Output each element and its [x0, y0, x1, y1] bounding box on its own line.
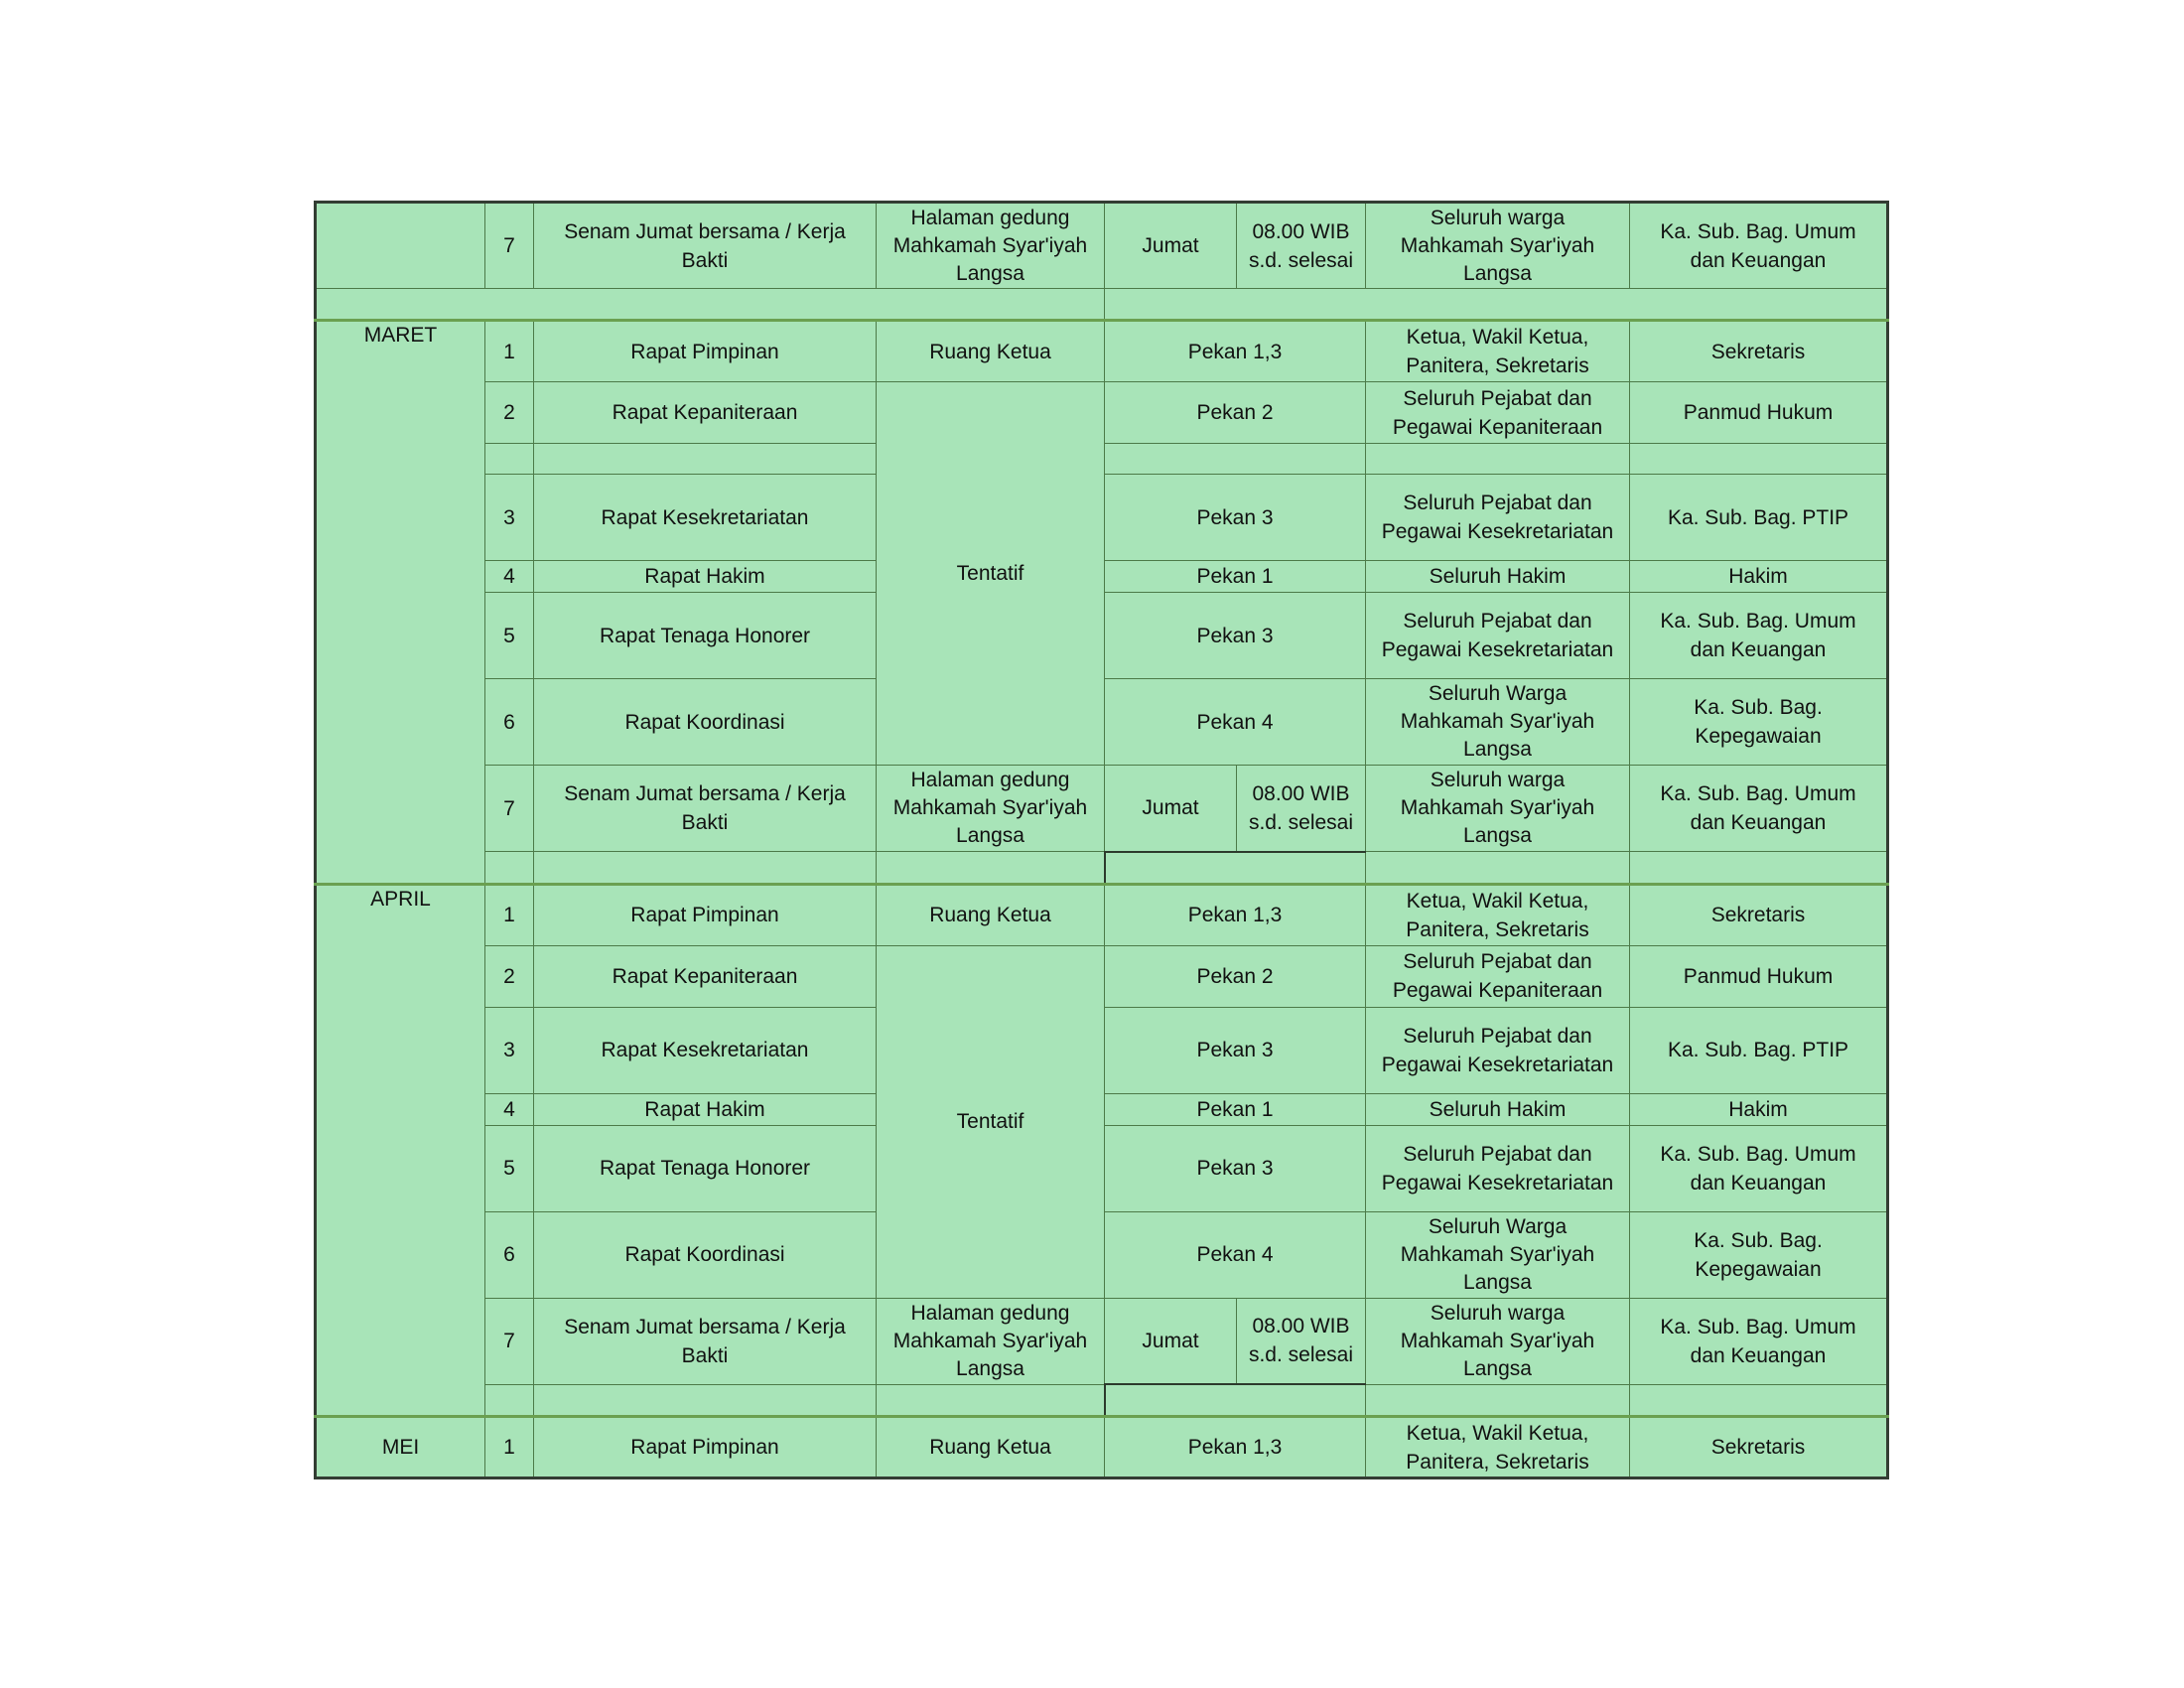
time-cell: Pekan 4: [1105, 679, 1366, 766]
time-cell: 08.00 WIB s.d. selesai: [1237, 203, 1366, 289]
time-cell: Pekan 1,3: [1105, 884, 1366, 945]
table-row: [316, 884, 1888, 945]
participants-cell: Seluruh Pejabat dan Pegawai Kepaniteraan: [1366, 945, 1630, 1007]
pic-cell: Panmud Hukum: [1630, 382, 1888, 444]
month-cell: [316, 203, 485, 289]
place-cell: Halaman gedung Mahkamah Syar'iyah Langsa: [877, 203, 1105, 289]
month-label-april: APRIL: [316, 884, 485, 1417]
table-row: [316, 945, 1888, 1007]
participants-cell: Seluruh Pejabat dan Pegawai Kepaniteraan: [1366, 382, 1630, 444]
pic-cell: Hakim: [1630, 1093, 1888, 1125]
row-number: 3: [485, 475, 534, 561]
row-number: 2: [485, 382, 534, 444]
activity-cell: Rapat Kesekretariatan: [534, 1007, 877, 1093]
pic-cell: Ka. Sub. Bag. Umum dan Keuangan: [1630, 1125, 1888, 1211]
time-cell: Pekan 1: [1105, 1093, 1366, 1125]
month-label-maret: MARET: [316, 321, 485, 885]
activity-cell: Rapat Pimpinan: [534, 1417, 877, 1478]
activity-cell: Rapat Kepaniteraan: [534, 945, 877, 1007]
pic-cell: Ka. Sub. Bag. Umum dan Keuangan: [1630, 1298, 1888, 1384]
place-merged-cell: Tentatif: [877, 945, 1105, 1298]
row-number: 1: [485, 1417, 534, 1478]
place-cell: Ruang Ketua: [877, 1417, 1105, 1478]
activity-cell: Rapat Koordinasi: [534, 679, 877, 766]
month-label-mei: MEI: [316, 1417, 485, 1478]
pic-cell: Ka. Sub. Bag. Umum dan Keuangan: [1630, 593, 1888, 679]
activity-cell: Senam Jumat bersama / Kerja Bakti: [534, 203, 877, 289]
table-row: [316, 382, 1888, 444]
table-row: [316, 1417, 1888, 1478]
row-number: 7: [485, 766, 534, 852]
row-number: 2: [485, 945, 534, 1007]
table-row: [316, 766, 1888, 852]
table-row: [316, 321, 1888, 382]
participants-cell: Seluruh Hakim: [1366, 1093, 1630, 1125]
time-cell: Pekan 1,3: [1105, 321, 1366, 382]
participants-cell: Ketua, Wakil Ketua, Panitera, Sekretaris: [1366, 884, 1630, 945]
place-cell: Ruang Ketua: [877, 884, 1105, 945]
table-row: [316, 203, 1888, 289]
participants-cell: Seluruh Hakim: [1366, 561, 1630, 593]
time-cell: Pekan 3: [1105, 593, 1366, 679]
activity-cell: Senam Jumat bersama / Kerja Bakti: [534, 766, 877, 852]
activity-cell: Rapat Hakim: [534, 1093, 877, 1125]
time-cell: Pekan 3: [1105, 475, 1366, 561]
participants-cell: Seluruh warga Mahkamah Syar'iyah Langsa: [1366, 1298, 1630, 1384]
participants-cell: Seluruh Pejabat dan Pegawai Kesekretariatan: [1366, 1125, 1630, 1211]
row-number: 6: [485, 679, 534, 766]
pic-cell: Ka. Sub. Bag. Kepegawaian: [1630, 679, 1888, 766]
activity-cell: Rapat Pimpinan: [534, 321, 877, 382]
time-cell: 08.00 WIB s.d. selesai: [1237, 766, 1366, 852]
day-cell: Jumat: [1105, 1298, 1237, 1384]
day-cell: Jumat: [1105, 766, 1237, 852]
place-merged-cell: Tentatif: [877, 382, 1105, 766]
schedule-table: [314, 201, 1889, 1479]
time-cell: Pekan 4: [1105, 1211, 1366, 1298]
participants-cell: Seluruh Pejabat dan Pegawai Kesekretariatan: [1366, 475, 1630, 561]
participants-cell: Seluruh warga Mahkamah Syar'iyah Langsa: [1366, 766, 1630, 852]
row-number: 4: [485, 561, 534, 593]
participants-cell: Seluruh Warga Mahkamah Syar'iyah Langsa: [1366, 679, 1630, 766]
row-number: 6: [485, 1211, 534, 1298]
activity-cell: Rapat Tenaga Honorer: [534, 1125, 877, 1211]
time-cell: Pekan 1: [1105, 561, 1366, 593]
row-number: 3: [485, 1007, 534, 1093]
spacer-row: [316, 289, 1888, 321]
row-number: 4: [485, 1093, 534, 1125]
row-number: 5: [485, 593, 534, 679]
pic-cell: Hakim: [1630, 561, 1888, 593]
time-cell: Pekan 2: [1105, 945, 1366, 1007]
time-cell: Pekan 2: [1105, 382, 1366, 444]
pic-cell: Sekretaris: [1630, 1417, 1888, 1478]
time-cell: Pekan 1,3: [1105, 1417, 1366, 1478]
participants-cell: Seluruh Pejabat dan Pegawai Kesekretariatan: [1366, 593, 1630, 679]
activity-cell: Rapat Kepaniteraan: [534, 382, 877, 444]
activity-cell: Rapat Tenaga Honorer: [534, 593, 877, 679]
participants-cell: Seluruh Pejabat dan Pegawai Kesekretariatan: [1366, 1007, 1630, 1093]
row-number: 1: [485, 884, 534, 945]
row-number: 5: [485, 1125, 534, 1211]
spacer-row: [316, 852, 1888, 885]
activity-cell: Senam Jumat bersama / Kerja Bakti: [534, 1298, 877, 1384]
pic-cell: Ka. Sub. Bag. Umum dan Keuangan: [1630, 766, 1888, 852]
activity-cell: Rapat Pimpinan: [534, 884, 877, 945]
participants-cell: Ketua, Wakil Ketua, Panitera, Sekretaris: [1366, 1417, 1630, 1478]
activity-cell: Rapat Hakim: [534, 561, 877, 593]
participants-cell: Seluruh Warga Mahkamah Syar'iyah Langsa: [1366, 1211, 1630, 1298]
place-cell: Ruang Ketua: [877, 321, 1105, 382]
participants-cell: Seluruh warga Mahkamah Syar'iyah Langsa: [1366, 203, 1630, 289]
time-cell: Pekan 3: [1105, 1125, 1366, 1211]
row-number: 7: [485, 203, 534, 289]
pic-cell: Ka. Sub. Bag. Kepegawaian: [1630, 1211, 1888, 1298]
participants-cell: Ketua, Wakil Ketua, Panitera, Sekretaris: [1366, 321, 1630, 382]
pic-cell: Sekretaris: [1630, 884, 1888, 945]
place-cell: Halaman gedung Mahkamah Syar'iyah Langsa: [877, 766, 1105, 852]
pic-cell: Sekretaris: [1630, 321, 1888, 382]
pic-cell: Panmud Hukum: [1630, 945, 1888, 1007]
row-number: 7: [485, 1298, 534, 1384]
activity-cell: Rapat Kesekretariatan: [534, 475, 877, 561]
day-cell: Jumat: [1105, 203, 1237, 289]
activity-cell: Rapat Koordinasi: [534, 1211, 877, 1298]
table-row: [316, 1298, 1888, 1384]
pic-cell: Ka. Sub. Bag. Umum dan Keuangan: [1630, 203, 1888, 289]
time-cell: Pekan 3: [1105, 1007, 1366, 1093]
time-cell: 08.00 WIB s.d. selesai: [1237, 1298, 1366, 1384]
row-number: 1: [485, 321, 534, 382]
spacer-row: [316, 1384, 1888, 1417]
place-cell: Halaman gedung Mahkamah Syar'iyah Langsa: [877, 1298, 1105, 1384]
pic-cell: Ka. Sub. Bag. PTIP: [1630, 475, 1888, 561]
pic-cell: Ka. Sub. Bag. PTIP: [1630, 1007, 1888, 1093]
